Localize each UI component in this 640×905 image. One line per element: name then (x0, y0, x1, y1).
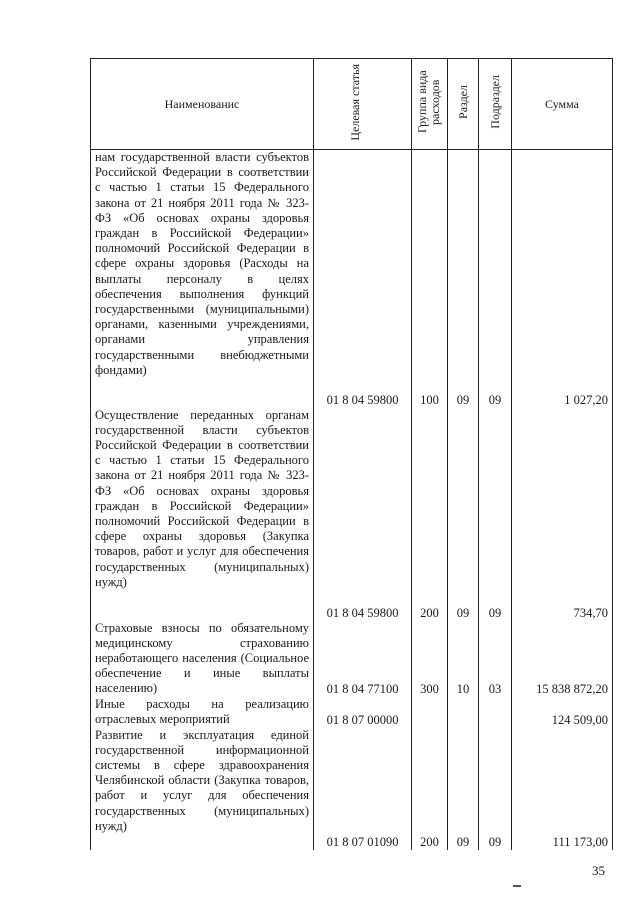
row-target-article: 01 8 07 01090 (314, 728, 412, 850)
row-name: Осуществление переданных органам государственной власти субъектов Российской Федерации в соответствии с частью 1 статьи 15 Федерального закона от 21 ноября 2011 года № 323-ФЗ «Об основах охраны здоровья граждан в Российской Федерации» полномочий Российской Федерации в сфере охраны здоровья (Закупка товаров, работ и услуг для обеспечения государственных (муниципальных) нужд) (91, 408, 314, 621)
table-row (91, 621, 613, 697)
budget-table (90, 58, 613, 850)
row-expense-group: 300 (412, 621, 448, 697)
header-sum: Сумма (512, 59, 613, 150)
row-sum: 111 173,00 (512, 728, 613, 850)
row-expense-group: 200 (412, 408, 448, 621)
row-name: Страховые взносы по обязательному медицинскому страхованию неработающего населения (Социальное обеспечение и иные выплаты населению) (91, 621, 314, 697)
row-target-article: 01 8 07 00000 (314, 697, 412, 728)
row-name: Развитие и эксплуатация единой государственной информационной системы в сфере здравоохранения Челябинской области (Закупка товаров, работ и услуг для обеспечения государственных (муниципальных) нужд) (91, 728, 314, 850)
row-sum: 124 509,00 (512, 697, 613, 728)
row-section: 10 (448, 621, 479, 697)
table-row (91, 408, 613, 621)
row-subsection: 03 (479, 621, 512, 697)
row-name: нам государственной власти субъектов Российской Федерации в соответствии с частью 1 статьи 15 Федерального закона от 21 ноября 2011 года № 323-ФЗ «Об основах охраны здоровья граждан в Российской Федерации» полномочий Российской Федерации в сфере охраны здоровья (Расходы на выплаты персоналу в целях обеспечения выполнения функций государственными (муниципальными) органами, казенными учреждениями, органами управления государственными внебюджетными фондами) (91, 150, 314, 408)
row-expense-group: 100 (412, 150, 448, 408)
row-section: 09 (448, 408, 479, 621)
row-expense-group: 200 (412, 728, 448, 850)
header-section: Раздел (448, 59, 479, 150)
row-name: Иные расходы на реализацию отраслевых мероприятий (91, 697, 314, 728)
page-number: 35 (592, 863, 605, 878)
row-target-article: 01 8 04 59800 (314, 150, 412, 408)
row-sum: 1 027,20 (512, 150, 613, 408)
row-subsection: 09 (479, 728, 512, 850)
row-subsection (479, 697, 512, 728)
row-sum: 15 838 872,20 (512, 621, 613, 697)
row-subsection: 09 (479, 408, 512, 621)
row-sum: 734,70 (512, 408, 613, 621)
header-expense-group: Группа вида расходов (412, 59, 448, 150)
row-subsection: 09 (479, 150, 512, 408)
row-expense-group (412, 697, 448, 728)
header-target-article: Целевая статья (314, 59, 412, 150)
header-name: Наименованис (91, 59, 314, 150)
row-section (448, 697, 479, 728)
table-header-row (91, 59, 613, 150)
row-section: 09 (448, 728, 479, 850)
table-row (91, 728, 613, 850)
table-row (91, 150, 613, 408)
row-target-article: 01 8 04 59800 (314, 408, 412, 621)
table-row (91, 697, 613, 728)
header-subsection: Подраздел (479, 59, 512, 150)
scan-mark (513, 885, 521, 887)
row-target-article: 01 8 04 77100 (314, 621, 412, 697)
row-section: 09 (448, 150, 479, 408)
